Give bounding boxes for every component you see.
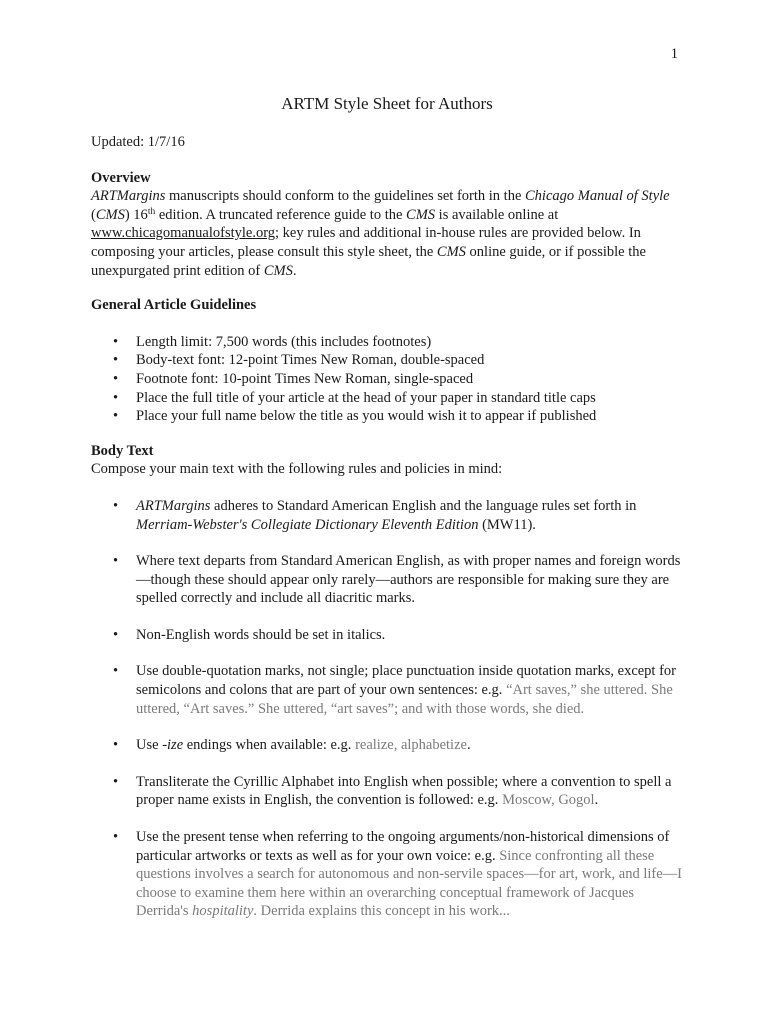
body-text-heading: Body Text: [91, 442, 154, 459]
list-item: • Use double-quotation marks, not single; place punctuation inside quotation marks, except for semicolons and colons that are part of your own sentences: e.g. “Art saves,” she uttered. She uttered, “Art saves.” She uttered, “art saves”; and with those words, she died.: [113, 663, 676, 717]
list-item: • Body-text font: 12-point Times New Roman, double-spaced: [113, 352, 485, 369]
list-item: • Place the full title of your article at the head of your paper in standard title caps: [113, 389, 596, 406]
document-body: [91, 93, 683, 939]
list-item: • Transliterate the Cyrillic Alphabet into English when possible; where a convention to spell a proper name exists in English, the convention is followed: e.g. Moscow, Gogol.: [113, 773, 672, 809]
example-text: “Art saves,” she uttered. She uttered, “Art saves.” She uttered, “art saves”; and with those words, she died.: [136, 682, 673, 717]
example-text: Moscow, Gogol: [502, 792, 595, 809]
overview-paragraph: ARTMargins manuscripts should conform to the guidelines set forth in the Chicago Manual of Style (CMS) 16th edition. A truncated reference guide to the CMS is available online at www.chicagomanualofstyle.org; key rules and additional in-house rules are provided below. In composing your articles, please consult this style sheet, the CMS online guide, or if possible the unexpurgated print edition of CMS.: [91, 188, 670, 279]
list-item: • Length limit: 7,500 words (this includes footnotes): [113, 333, 432, 350]
list-item: • Footnote font: 10-point Times New Roman, single-spaced: [113, 370, 474, 387]
general-guidelines-heading: General Article Guidelines: [91, 297, 257, 314]
list-item: • Place your full name below the title as you would wish it to appear if published: [113, 408, 597, 425]
cms-website-link[interactable]: www.chicagomanualofstyle.org: [91, 225, 276, 242]
updated-date: Updated: 1/7/16: [91, 134, 185, 150]
list-item: • Use the present tense when referring to the ongoing arguments/non-historical dimensions of particular artworks or texts as well as for your own voice: e.g. Since confronting all these questions involves a search for autonomous and non-servile spaces—for art, work, and life—I choose to examine them here within an overarching conceptual framework of Jacques Derrida's hospitality. Derrida explains this concept in his work...: [113, 829, 683, 920]
example-text: realize, alphabetize: [355, 737, 467, 754]
list-item: • Use -ize endings when available: e.g. realize, alphabetize.: [113, 737, 471, 754]
general-guidelines-list: [91, 333, 683, 426]
document-title: ARTM Style Sheet for Authors: [281, 94, 493, 113]
example-text: Since confronting all these questions involves a search for autonomous and non-servile spaces—for art, work, and life—I choose to examine them here within an overarching conceptual framework of Jacques Derrida's: [136, 847, 683, 920]
body-text-rules-list: [91, 497, 683, 921]
body-text-intro: Compose your main text with the following rules and policies in mind:: [91, 461, 503, 478]
overview-heading: Overview: [91, 169, 151, 186]
list-item: • Where text departs from Standard American English, as with proper names and foreign words—though these should appear only rarely—authors are responsible for making sure they are spelled correctly and include all diacritic marks.: [113, 553, 681, 607]
page-number: 1: [670, 46, 678, 62]
list-item: • Non-English words should be set in italics.: [113, 626, 386, 643]
list-item: • ARTMargins adheres to Standard American English and the language rules set forth in Merriam-Webster's Collegiate Dictionary Eleventh Edition (MW11).: [113, 497, 637, 533]
